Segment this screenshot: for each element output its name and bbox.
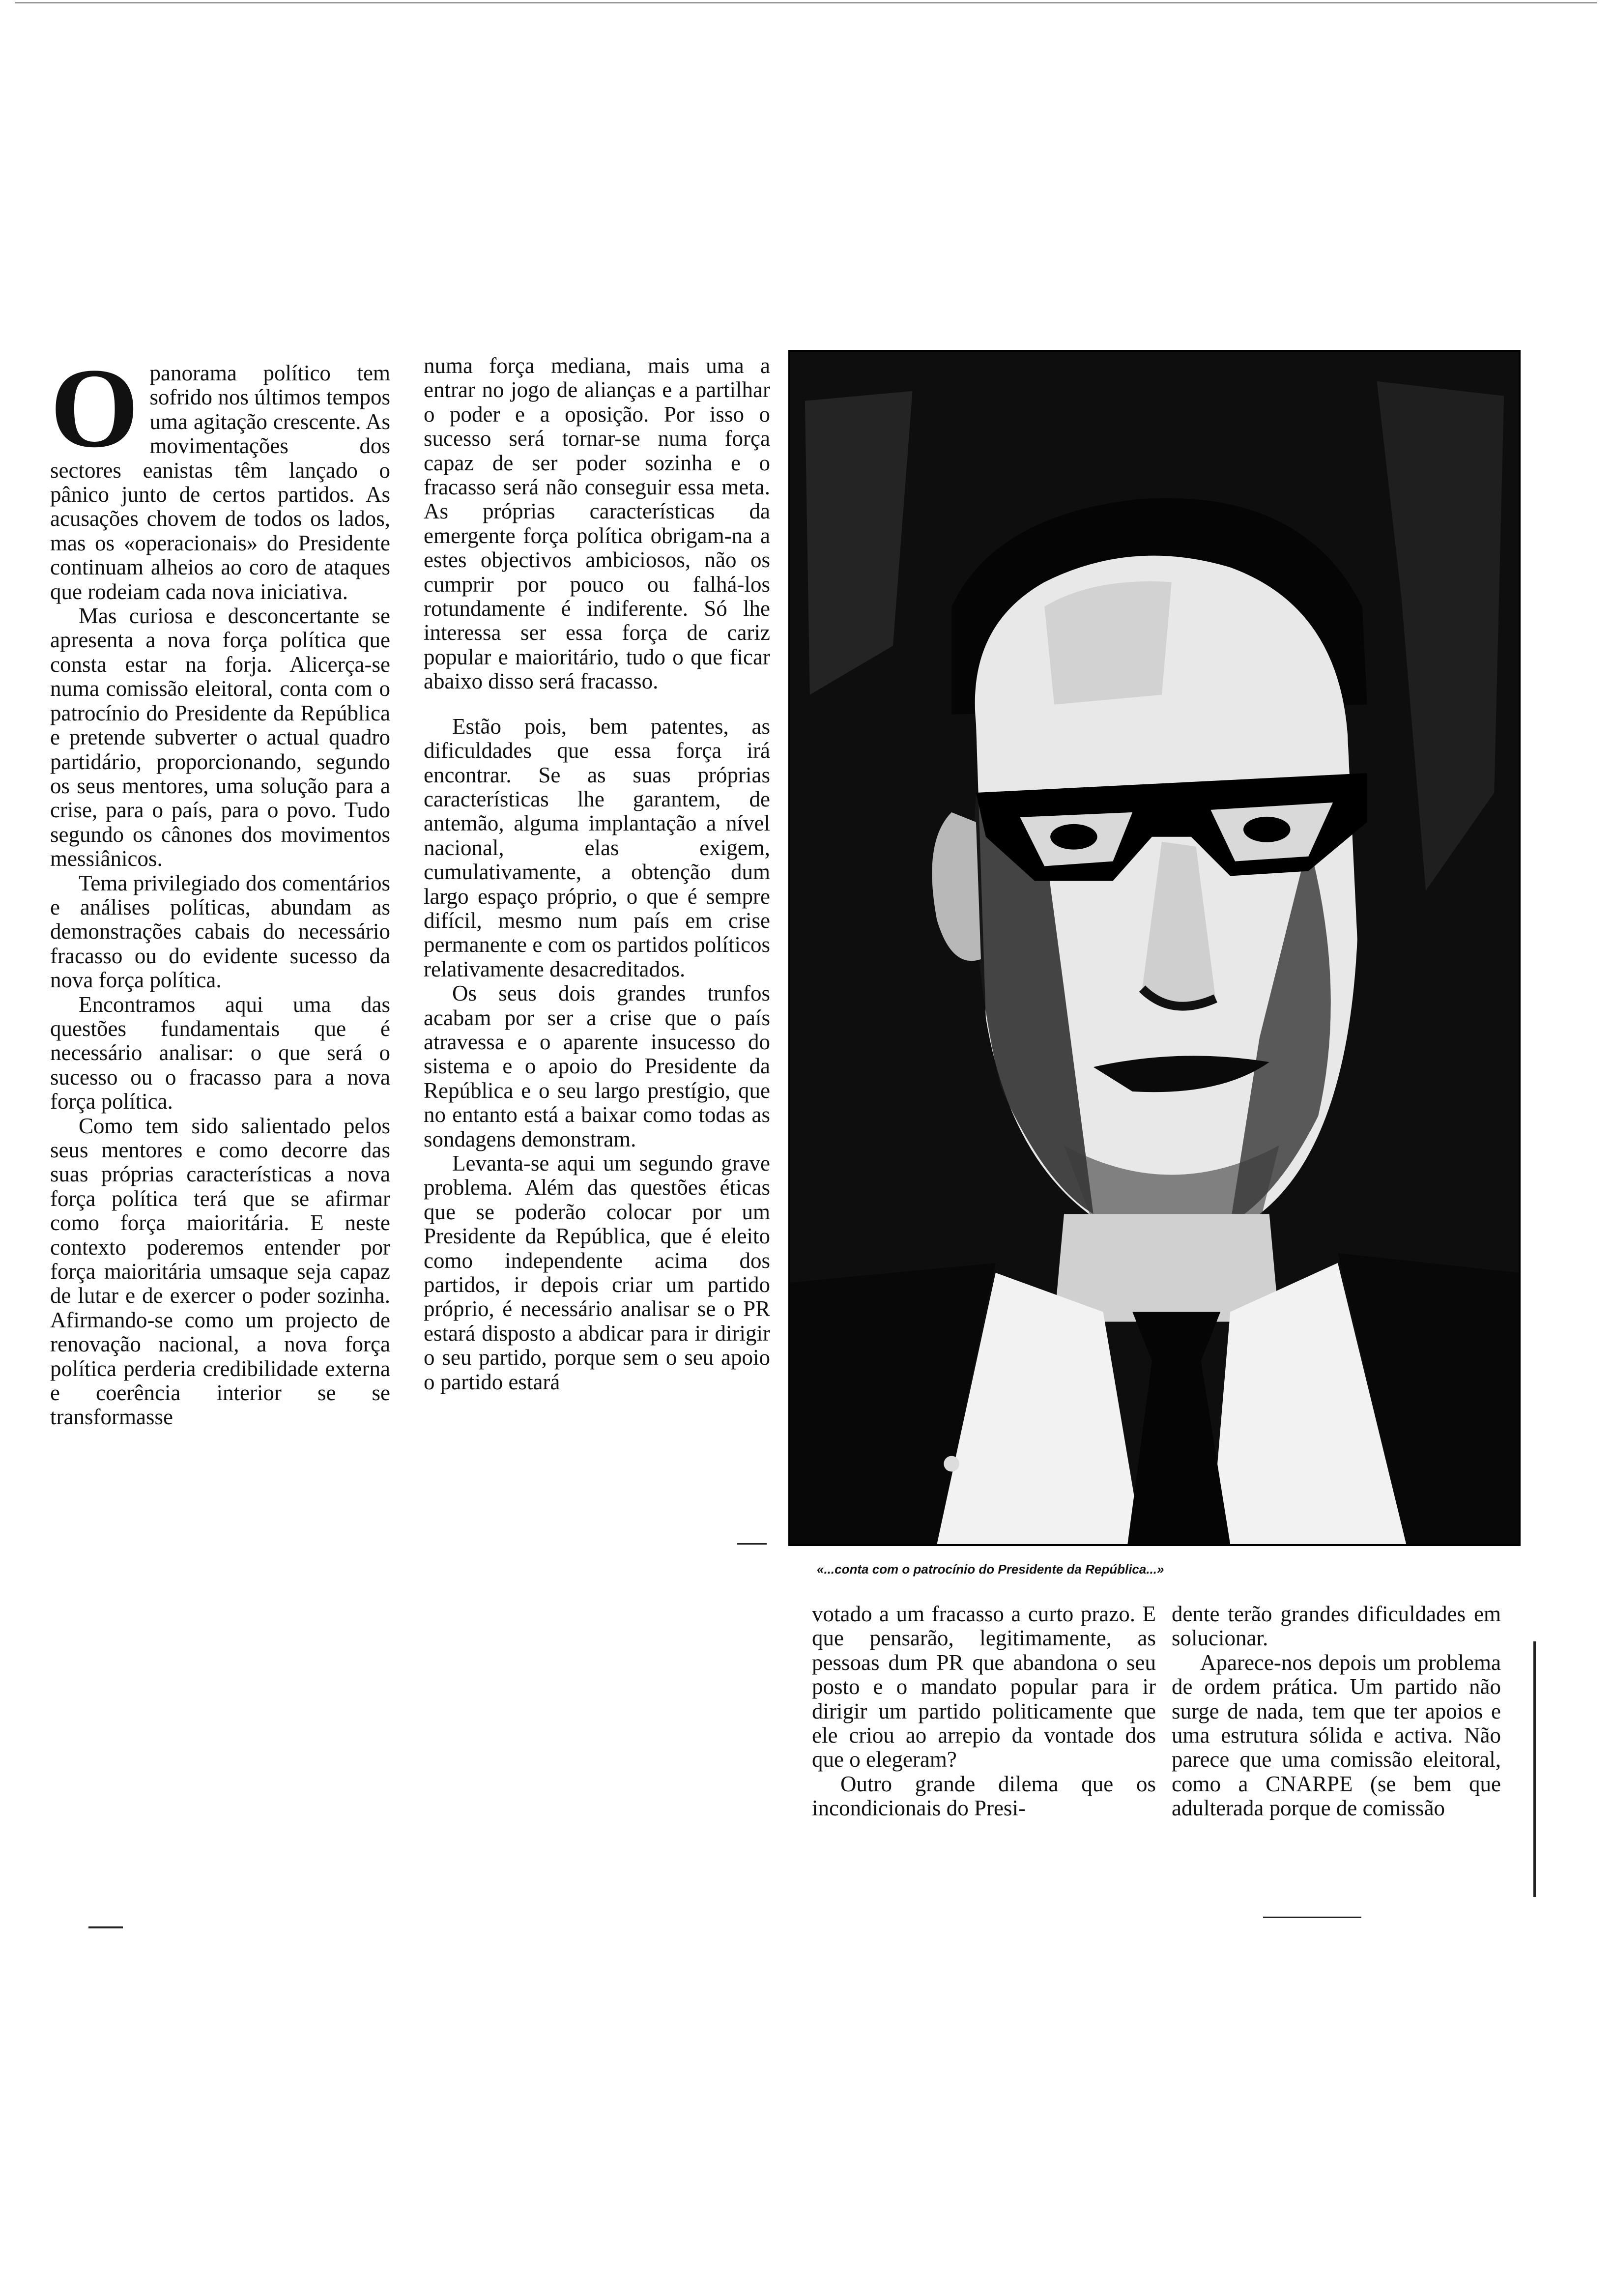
top-rule <box>15 2 1597 3</box>
paragraph: Estão pois, bem patentes, as dificuldades que essa força irá encontrar. Se as suas próprias características lhe garantem, de antemão, alguma implantação a nível nacional, elas exigem, cumulativamente, a obtenção dum largo espaço próprio, o que é sempre difícil, mesmo num país em crise permanente e com os partidos políticos relativamente desacreditados. <box>424 714 770 981</box>
scan-mark <box>88 1926 123 1928</box>
article-column-3 <box>812 1602 1156 1821</box>
paragraph: numa força mediana, mais uma a entrar no jogo de alianças e a partilhar o poder e a oposição. Por isso o sucesso será tornar-se numa força capaz de ser poder sozinha e o fracasso será não conseguir essa meta. As próprias características da emergente força política obrigam-na a estes objectivos ambiciosos, não os cumprir por pouco ou falhá-los rotundamente é indiferente. Só lhe interessa ser essa força de cariz popular e maioritário, tudo o que ficar abaixo disso será fracasso. <box>424 353 770 694</box>
article-column-2 <box>424 354 770 1394</box>
paragraph: Outro grande dilema que os incondicionais do Presi- <box>812 1771 1156 1821</box>
paragraph: votado a um fracasso a curto prazo. E que pensarão, legitimamente, as pessoas dum PR que abandona o seu posto e o mandato popular para ir dirigir um partido politicamente que ele criou ao arrepio da vontade dos que o elegeram? <box>812 1602 1156 1772</box>
scan-mark <box>1263 1917 1361 1918</box>
paragraph: Como tem sido salientado pelos seus mentores e como decorre das suas próprias características a nova força política terá que se afirmar como força maioritária. E neste contexto poderemos entender por força maioritária umsaque seja capaz de lutar e de exercer o poder sozinha. Afirmando-se como um projecto de renovação nacional, a nova força política perderia credibilidade externa e coerência interior se se transformasse <box>50 1113 390 1430</box>
portrait-image <box>790 352 1519 1544</box>
paragraph: Aparece-nos depois um problema de ordem prática. Um partido não surge de nada, tem que ter apoios e uma estrutura sólida e activa. Não parece que uma comissão eleitoral, como a CNARPE (se bem que adulterada porque de comissão <box>1172 1650 1501 1821</box>
paragraph: Os seus dois grandes trunfos acabam por ser a crise que o país atravessa e o aparente insucesso do sistema e o apoio do Presidente da República e o seu largo prestígio, que no entanto está a baixar como todas as sondagens demonstram. <box>424 981 770 1151</box>
portrait-photo <box>788 350 1521 1546</box>
paragraph: Tema privilegiado dos comentários e análises políticas, abundam as demonstrações cabais do necessário fracasso ou do evidente sucesso da nova força política. <box>50 870 390 993</box>
scan-mark <box>737 1543 767 1545</box>
article-column-1 <box>50 345 390 1430</box>
paragraph: Levanta-se aqui um segundo grave problema. Além das questões éticas que se poderão colocar por um Presidente da República, que é eleito como independente acima dos partidos, ir depois criar um partido próprio, é necessário analisar se o PR estará disposto a abdicar para ir dirigir o seu partido, porque sem o seu apoio o partido estará <box>424 1151 770 1394</box>
paragraph: panorama político tem sofrido nos últimos tempos uma agitação crescente. As movimentações dos sectores eanistas têm lançado o pânico junto de certos partidos. As acusações chovem de todos os lados, mas os «operacionais» do Presidente continuam alheios ao coro de ataques que rodeiam cada nova iniciativa. <box>50 361 390 604</box>
paragraph: Mas curiosa e desconcertante se apresenta a nova força política que consta estar na forja. Alicerça-se numa comissão eleitoral, conta com o patrocínio do Presidente da República e pretende subverter o actual quadro partidário, proporcionando, segundo os seus mentores, uma solução para a crise, para o país, para o povo. Tudo segundo os cânones dos movimentos messiânicos. <box>50 603 390 871</box>
paragraph: dente terão grandes dificuldades em solucionar. <box>1172 1602 1501 1651</box>
photo-caption: «...conta com o patrocínio do Presidente da República...» <box>817 1562 1164 1577</box>
article-column-4 <box>1172 1602 1501 1821</box>
dropcap: O <box>50 345 139 471</box>
scan-mark <box>1533 1641 1536 1897</box>
paragraph: Encontramos aqui uma das questões fundamentais que é necessário analisar: o que será o sucesso ou o fracasso para a nova força política. <box>50 992 390 1114</box>
